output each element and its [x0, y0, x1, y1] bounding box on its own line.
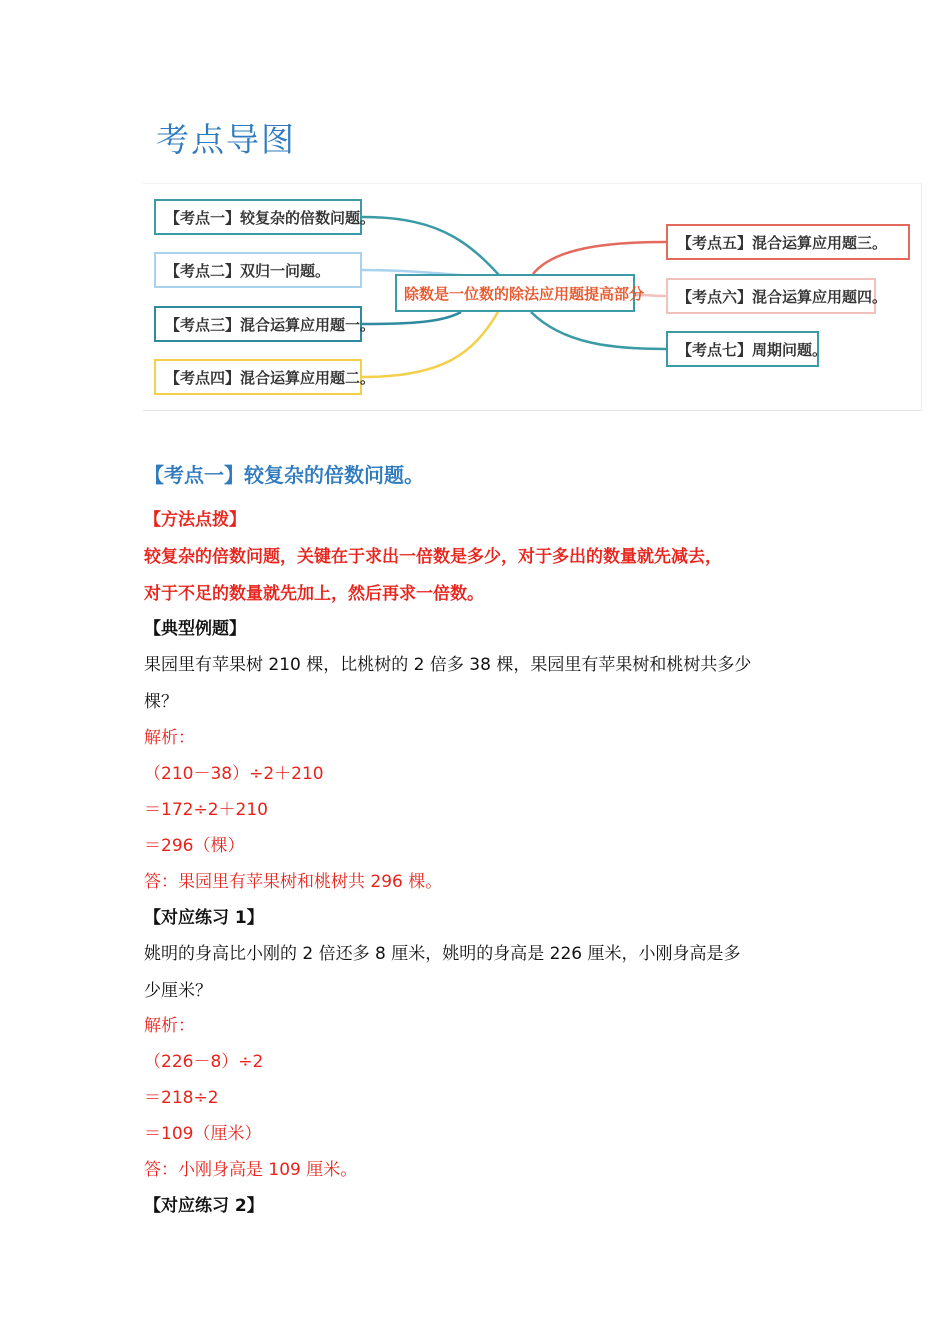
practice1-label: 【对应练习 1】 [144, 908, 264, 928]
mindmap-node-3: 【考点三】混合运算应用题一。 [154, 306, 362, 342]
page-title: 考点导图 [156, 120, 296, 159]
example-solution-step-2: ＝172÷2＋210 [144, 800, 268, 820]
practice1-line-2: 少厘米？ [144, 981, 212, 1001]
connector-3 [362, 312, 461, 324]
example-line-2: 棵？ [144, 692, 178, 712]
practice1-solution-step-3: ＝109（厘米） [144, 1124, 262, 1144]
example-answer: 答：果园里有苹果树和桃树共 296 棵。 [144, 872, 443, 892]
section-title: 【考点一】较复杂的倍数问题。 [144, 463, 424, 487]
example-solution-step-3: ＝296（棵） [144, 836, 245, 856]
practice1-solution-label: 解析： [144, 1016, 195, 1036]
connector-7 [531, 312, 666, 349]
example-label: 【典型例题】 [144, 619, 246, 639]
method-line-1: 较复杂的倍数问题，关键在于求出一倍数是多少，对于多出的数量就先减去， [144, 547, 722, 567]
mind-map [143, 183, 922, 411]
mindmap-center-node: 除数是一位数的除法应用题提高部分 [395, 274, 635, 312]
mindmap-node-6: 【考点六】混合运算应用题四。 [666, 278, 876, 314]
method-line-2: 对于不足的数量就先加上，然后再求一倍数。 [144, 584, 484, 604]
example-solution-step-1: （210－38）÷2＋210 [144, 764, 324, 784]
mindmap-node-7: 【考点七】周期问题。 [666, 331, 819, 367]
mindmap-node-1: 【考点一】较复杂的倍数问题。 [154, 199, 362, 235]
practice1-solution-step-2: ＝218÷2 [144, 1088, 219, 1108]
mindmap-node-4: 【考点四】混合运算应用题二。 [154, 359, 362, 395]
practice1-line-1: 姚明的身高比小刚的 2 倍还多 8 厘米，姚明的身高是 226 厘米，小刚身高是多 [144, 944, 741, 964]
practice1-answer: 答：小刚身高是 109 厘米。 [144, 1160, 358, 1180]
example-solution-label: 解析： [144, 728, 195, 748]
mindmap-node-2: 【考点二】双归一问题。 [154, 252, 362, 288]
practice1-solution-step-1: （226－8）÷2 [144, 1052, 264, 1072]
example-line-1: 果园里有苹果树 210 棵，比桃树的 2 倍多 38 棵，果园里有苹果树和桃树共多少 [144, 655, 752, 675]
connector-5 [533, 242, 666, 274]
method-label: 【方法点拨】 [144, 510, 246, 530]
practice2-label: 【对应练习 2】 [144, 1196, 264, 1216]
mindmap-node-5: 【考点五】混合运算应用题三。 [666, 224, 910, 260]
